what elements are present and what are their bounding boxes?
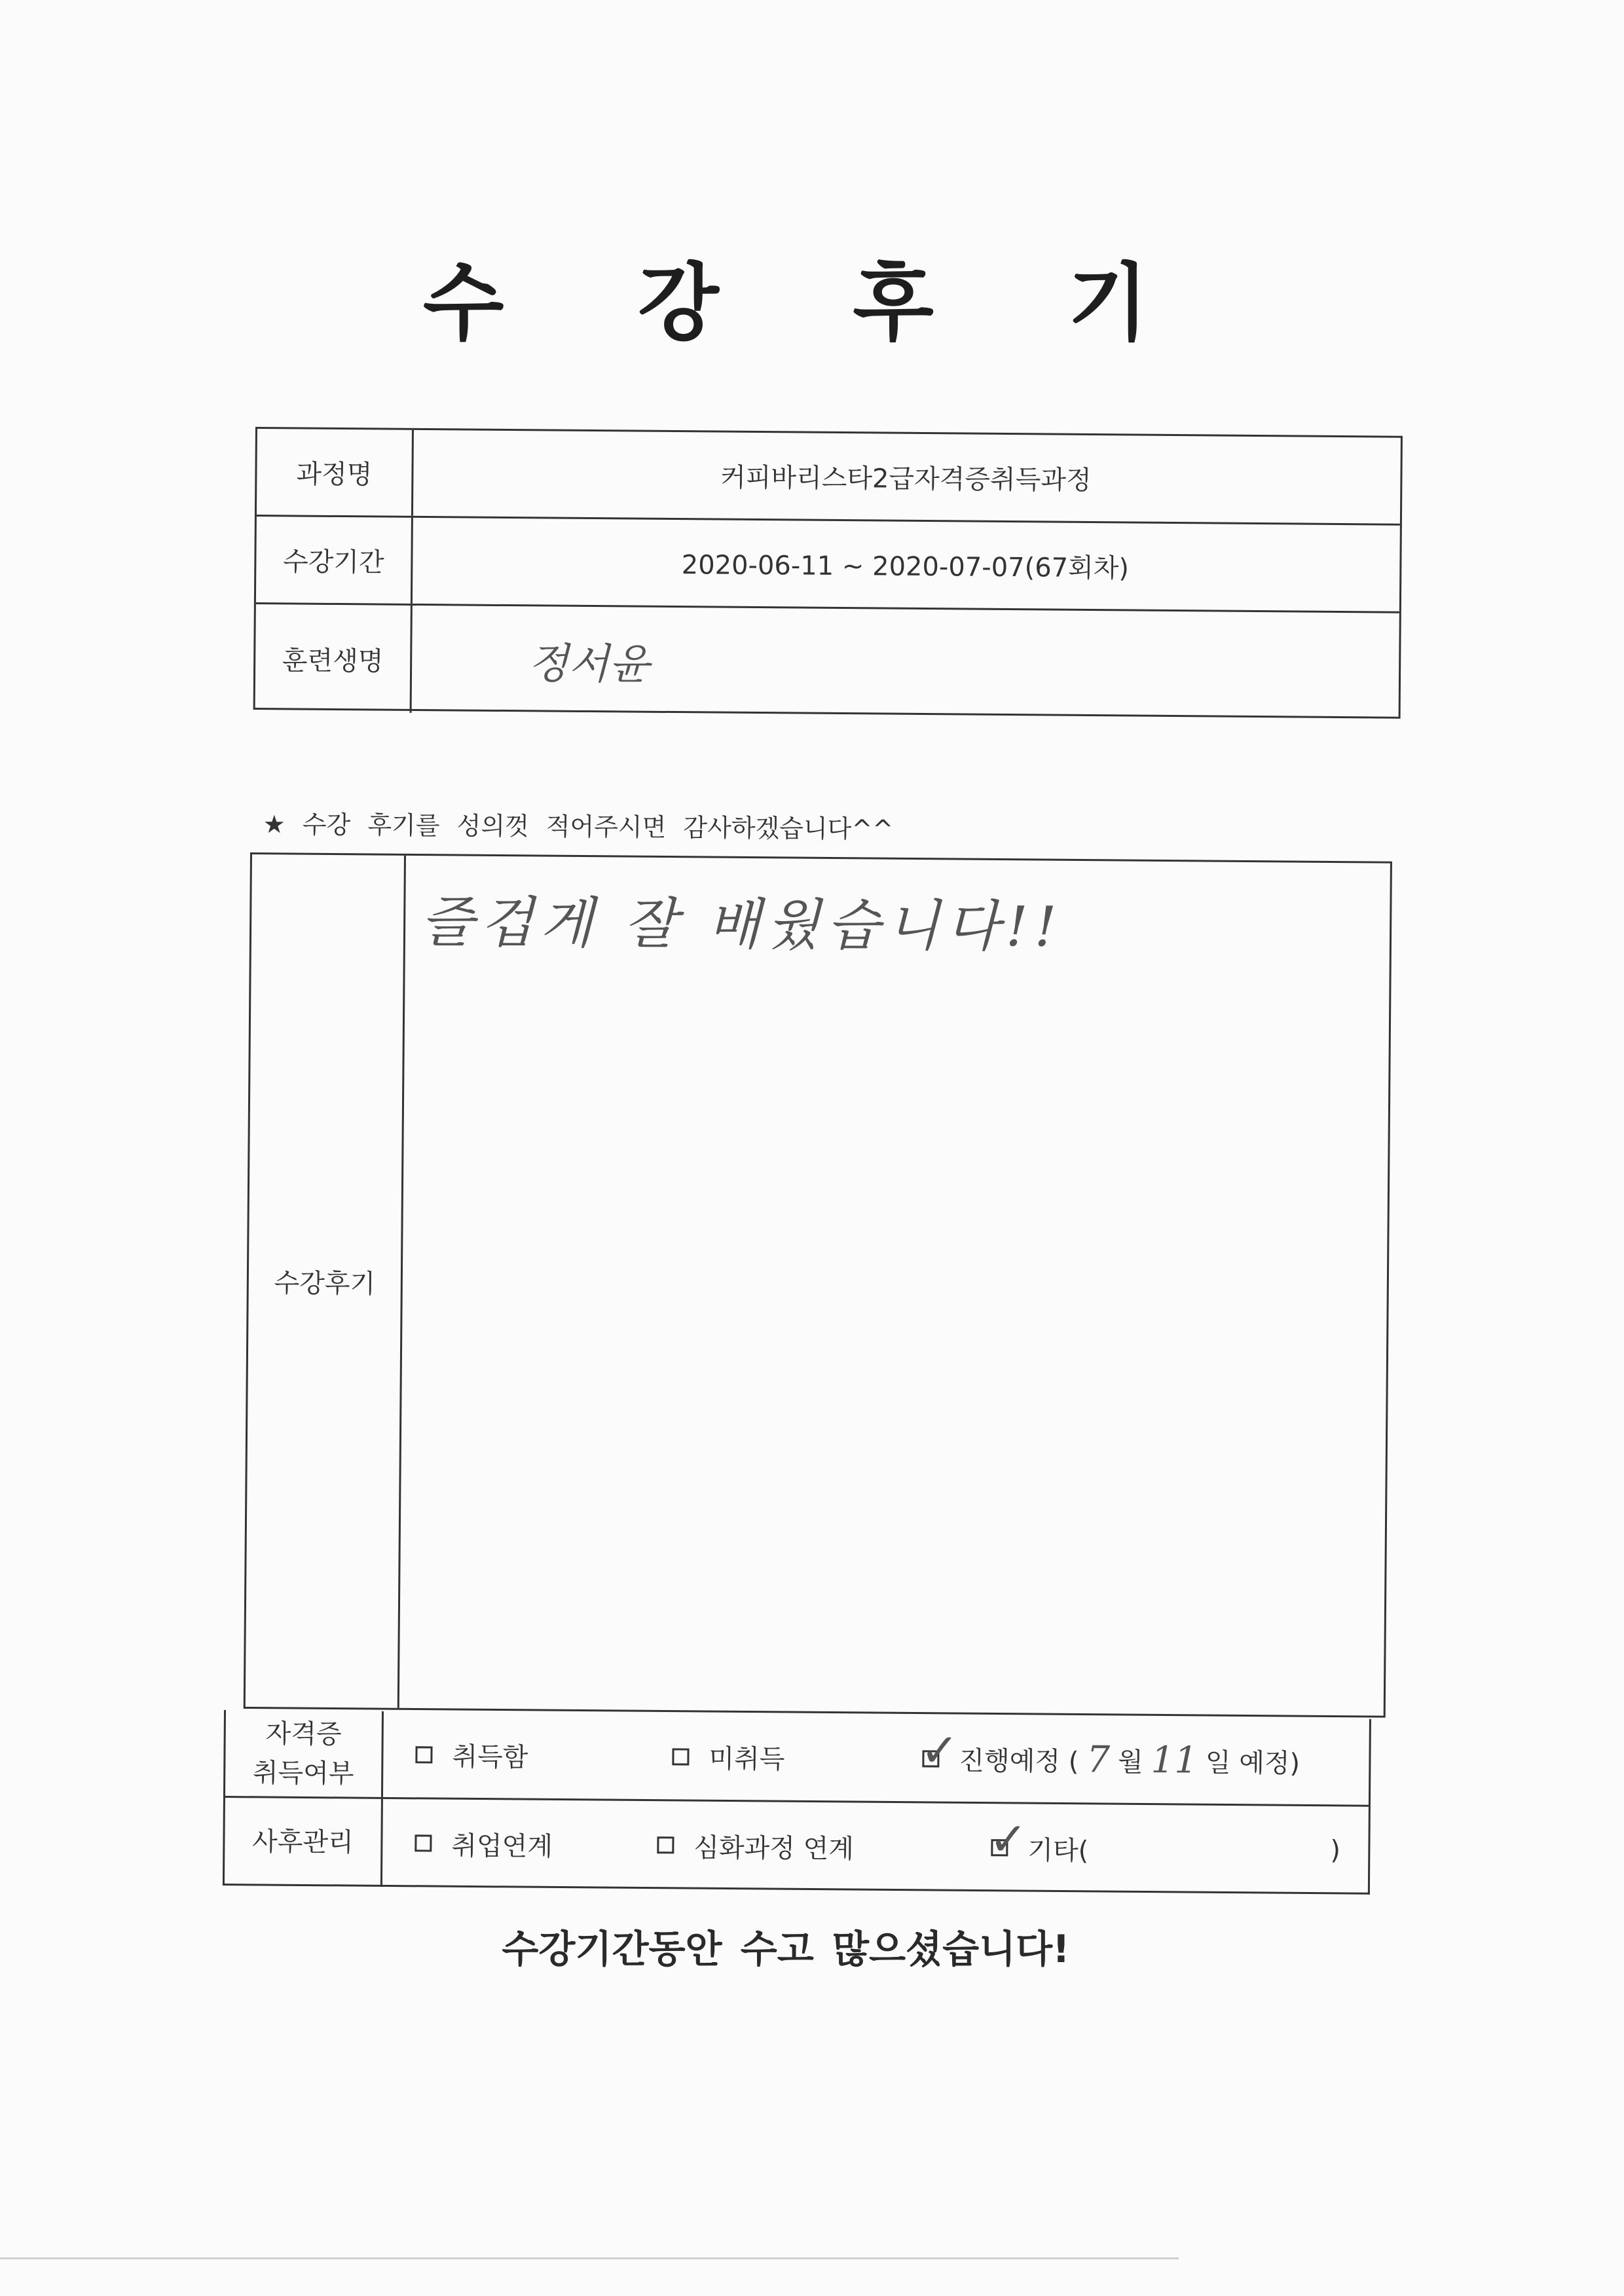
notice-text: ★ 수강 후기를 성의껏 적어주시면 감사하겠습니다^^: [263, 809, 894, 844]
day-unit: 일 예정): [1205, 1747, 1301, 1779]
checkbox-advanced[interactable]: [657, 1836, 674, 1853]
certificate-row: [225, 1710, 1369, 1807]
trainee-handwritten-name: 정서윤: [527, 640, 650, 689]
certificate-label-line1: 자격증: [265, 1719, 342, 1749]
review-table: [244, 852, 1392, 1718]
option-advanced-label: 심화과정 연계: [693, 1832, 855, 1865]
option-obtained-label: 취득함: [452, 1741, 528, 1773]
info-table: [253, 427, 1403, 719]
check-mark-icon: ✓: [989, 1812, 1028, 1867]
course-value: 커피바리스타2급자격증취득과정: [720, 462, 1092, 496]
planned-month: 7: [1086, 1738, 1111, 1781]
option-planned-label: 진행예정 (: [959, 1745, 1079, 1777]
period-row: [256, 517, 1400, 613]
checkbox-obtained[interactable]: [415, 1746, 432, 1763]
checkbox-job[interactable]: [415, 1834, 432, 1851]
course-label: 과정명: [257, 429, 414, 516]
period-value: 2020-06-11 ~ 2020-07-07(67회차): [681, 550, 1130, 584]
option-obtained[interactable]: [415, 1711, 528, 1798]
followup-row: [225, 1798, 1369, 1895]
review-label: 수강후기: [246, 854, 406, 1708]
period-label: 수강기간: [256, 517, 413, 604]
option-not-obtained-label: 미취득: [709, 1743, 785, 1775]
certificate-label-line2: 취득여부: [252, 1757, 354, 1789]
closing-message: 수강기간동안 수고 많으셨습니다!: [502, 1927, 1070, 1971]
scan-edge-line: [0, 2257, 1179, 2259]
month-unit: 월: [1117, 1747, 1143, 1778]
checkbox-other[interactable]: [989, 1812, 1028, 1867]
option-planned[interactable]: [922, 1715, 1301, 1804]
course-row: [257, 429, 1401, 526]
review-body: [397, 856, 1390, 1716]
planned-day: 11: [1151, 1739, 1198, 1782]
option-other[interactable]: [991, 1804, 1089, 1892]
followup-label: 사후관리: [225, 1798, 383, 1887]
checkbox-planned[interactable]: [920, 1722, 959, 1777]
option-advanced[interactable]: [657, 1801, 855, 1890]
option-other-label: 기타(: [1027, 1835, 1089, 1866]
review-handwritten-text: 즐겁게 잘 배웠습니다!!: [420, 890, 1063, 959]
checkbox-not-obtained[interactable]: [672, 1748, 689, 1765]
option-job[interactable]: [415, 1799, 553, 1888]
status-table: [223, 1710, 1371, 1895]
trainee-value: [410, 606, 1399, 721]
option-job-label: 취업연계: [451, 1831, 553, 1862]
page-title: 수 강 후 기: [422, 255, 1202, 352]
trainee-label: 훈련생명: [255, 604, 413, 713]
option-other-close-paren: ): [1330, 1835, 1341, 1866]
check-mark-icon: ✓: [920, 1722, 959, 1777]
option-not-obtained[interactable]: [672, 1713, 785, 1800]
certificate-label: [225, 1710, 384, 1797]
option-other-close: [1330, 1806, 1341, 1894]
trainee-row: [255, 604, 1399, 721]
